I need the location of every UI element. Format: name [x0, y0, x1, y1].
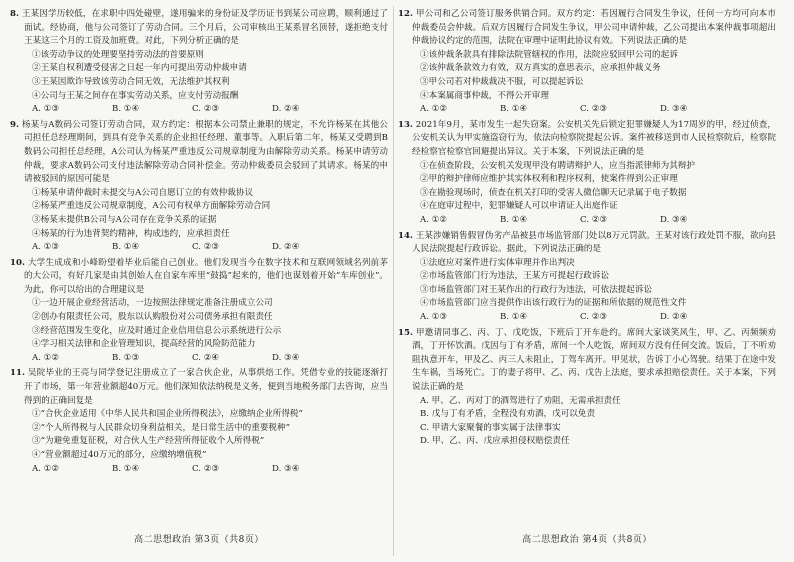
answer-choice: A. ①③ — [32, 104, 60, 115]
statement-item: ②王某自权利遭受侵害之日起一年内可提出劳动仲裁申请 — [32, 63, 247, 74]
answer-choice: C. ②④ — [192, 352, 220, 363]
answer-choice: D. ②④ — [272, 242, 300, 253]
statement-item: ②甲的辩护律师应维护其实体权利和程序权利，使案件得到公正审理 — [420, 174, 678, 185]
answer-choice: D. ②④ — [272, 104, 300, 115]
question-stem — [10, 119, 388, 187]
answer-choice: A. ①③ — [420, 312, 448, 323]
answer-choice: B. ①④ — [500, 312, 528, 323]
question-text: 杨某与A数码公司签订劳动合同，双方约定：根据本公司禁止兼职的规定，不允许杨某在其他公司担任总经理期间，到具有竞争关系的企业担任经理、董事等。入职后第二年，杨某又受聘到B数码公司担任总经理，A公司认为杨某严重违反公司规章制度为由解除劳动关系。杨某申请劳动仲裁，要求A数码公司支付违法解除劳动合同补偿金。劳动仲裁委员会驳回了其请求。杨某的申请被驳回的原因可能是 — [21, 119, 388, 185]
page-divider — [393, 6, 394, 556]
question-stem — [10, 8, 388, 49]
answer-choice: A. ①③ — [32, 242, 60, 253]
question-stem — [398, 230, 776, 257]
statement-item: ②市场监管部门行为违法，王某方可提起行政诉讼 — [420, 271, 610, 282]
answer-choice: C. ②③ — [580, 104, 608, 115]
statement-item: ①该劳动争议的处理要坚持劳动法的首要原则 — [32, 49, 204, 60]
left-question-list — [10, 8, 388, 476]
question-text: 甲公司和乙公司签订服务供销合同。双方约定：若因履行合同发生争议，任何一方均可向本市仲裁委员会仲裁。后双方因履行合同发生争议，甲公司申请仲裁，乙公司提出本案仲裁事项超出仲裁协议约定的范围，法院在审理中证明此协议有效。下列说法正确的是 — [412, 9, 776, 47]
left-page-footer: 高二思想政治 第3页（共8页） — [134, 535, 264, 546]
question-number: 11. — [10, 368, 25, 379]
answer-choice: C. ②③ — [580, 312, 608, 323]
statement-item: ①“合伙企业适用《中华人民共和国企业所得税法》，应缴纳企业所得税” — [32, 409, 303, 420]
statement-item: ③在勘验现场时，侦查在机关打印的受害人微信聊天记录属于电子数据 — [420, 187, 687, 198]
answer-choice: A. ①② — [32, 463, 60, 474]
right-page — [398, 8, 776, 548]
right-question-list — [398, 8, 776, 449]
statement-item: ④本案属商事仲裁，不得公开审理 — [420, 90, 549, 101]
answer-choice: A. ①② — [420, 214, 448, 225]
statement-item: ①该仲裁条款具有排除法院管辖权的作用，法院应驳回甲公司的起诉 — [420, 49, 678, 60]
question-text: 王某涉嫌销售假冒伪劣产品被县市场监管部门处以8万元罚款。王某对该行政处罚不服，欲向县人民法院提起行政诉讼。据此，下列说法正确的是 — [412, 230, 776, 255]
statement-item: ③王某因欺诈导致该劳动合同无效，无法维护其权利 — [32, 76, 230, 87]
statement-item: ③杨某未提供B公司与A公司存在竞争关系的证据 — [32, 214, 217, 225]
right-page-footer: 高二思想政治 第4页（共8页） — [522, 535, 652, 546]
answer-choice: C. ②③ — [580, 214, 608, 225]
question-block — [10, 257, 388, 366]
statement-item: ①一边开展企业经营活动，一边按照法律规定准备注册成立公司 — [32, 298, 273, 309]
answer-choice: C. ②③ — [192, 104, 220, 115]
answer-choice: D. ③④ — [272, 352, 300, 363]
question-number: 10. — [10, 257, 25, 268]
question-text: 2021年9月，某市发生一起失窃案。公安机关先后锁定犯罪嫌疑人为17周岁的甲，经过侦查，公安机关认为甲实施盗窃行为，依法向检察院提起公诉。案件被移送到市人民检察院后，检察院经检察官检察官回避提出异议。关于本案，下列说法正确的是 — [412, 119, 777, 157]
question-text: 大学生成成和小峰盼望着毕业后能自己创业。他们发现当今在数字技术和互联网领域名列前茅的大公司，有好几家是由其创始人在自家车库里“鼓捣”起来的，他们也谋划着开始“车库创业”。为此，你可以给出的合理建议是 — [24, 257, 388, 295]
answer-choices — [398, 103, 776, 117]
statement-item: A. 甲、乙、丙对丁的酒驾进行了劝阻，无需承担责任 — [420, 395, 621, 406]
answer-choices — [10, 463, 388, 477]
answer-choice: D. ②④ — [660, 312, 688, 323]
answer-choice: C. ②③ — [192, 463, 220, 474]
statement-item: ④在庭审过程中，犯罪嫌疑人可以申请证人出庭作证 — [420, 201, 618, 212]
answer-choices — [10, 103, 388, 117]
statement-item: ③甲公司若对仲裁裁决不服，可以提起诉讼 — [420, 76, 584, 87]
answer-choice: C. ②③ — [192, 242, 220, 253]
statement-item: ④杨某的行为违背契约精神，构成违约，应承担责任 — [32, 228, 230, 239]
answer-choice: B. ①④ — [500, 104, 528, 115]
statement-item: ③经营范围发生变化，应及时通过企业信用信息公示系统进行公示 — [32, 325, 282, 336]
statement-item: B. 戊与丁有矛盾，全程没有劝酒，戊可以免责 — [420, 409, 596, 420]
question-number: 12. — [398, 9, 413, 19]
statement-item: ④学习相关法律和企业管理知识，提高经营的风险防范能力 — [32, 339, 256, 350]
statement-item: C. 甲请大家聚餐的事实属于法律事实 — [420, 422, 561, 433]
answer-choice: D. ③④ — [272, 463, 300, 474]
answer-choice: A. ①② — [420, 104, 448, 115]
answer-choice: D. ③④ — [660, 214, 688, 225]
question-text: 吴院毕业的王亮与同学登记注册成立了一家合伙企业，从事烘焙工作。凭借专业的技能逐渐打开了市场，第一年营业额超40万元。他们深知依法纳税是义务，便到当地税务部门去咨询，应当得到的正确回复是 — [24, 368, 388, 406]
statement-item: ①杨某申请仲裁时未提交与A公司自愿订立的有效仲裁协议 — [32, 187, 254, 198]
question-text: 甲邀请同事乙、丙、丁、戊吃饭，下班后丁开车赴约。席间大家谈笑风生，甲、乙、丙频频劝酒，丁开怀饮酒。戊因与丁有矛盾，席间一个人吃饭，席间双方没有任何交流。饭后，丁不听劝阻执意开车，甲及乙、丙三人未阻止，丁驾车离开。甲见状，告诉丁小心驾驶。结果丁在途中发生车祸，当场死亡。丁的妻子将甲、乙、丙、戊告上法庭，要求承担赔偿责任。关于本案，下列说法正确的是 — [412, 327, 776, 393]
statement-item: ②该仲裁条款效力有效，双方真实的意思表示，应承担仲裁义务 — [420, 63, 661, 74]
answer-choices — [398, 214, 776, 228]
question-number: 9. — [10, 119, 19, 130]
question-block — [10, 367, 388, 476]
question-block — [398, 230, 776, 325]
question-block — [398, 119, 776, 228]
question-block — [10, 119, 388, 255]
statement-item: ②“个人所得税与人民群众切身利益相关，是日常生活中的重要税种” — [32, 422, 291, 433]
question-stem — [10, 257, 388, 298]
question-stem — [398, 119, 776, 160]
question-stem — [398, 327, 776, 395]
statement-item: ④市场监管部门应当提供作出该行政行为的证据和所依据的规范性文件 — [420, 298, 687, 309]
statement-item: ④公司与王某之间存在事实劳动关系，应支付劳动报酬 — [32, 90, 239, 101]
answer-choice: B. ①③ — [112, 352, 140, 363]
statement-item: ①在侦查阶段，公安机关发现甲没有聘请辩护人，应当指派律师为其辩护 — [420, 160, 696, 171]
answer-choice: A. ①② — [32, 352, 60, 363]
question-number: 13. — [398, 119, 413, 130]
question-stem — [398, 8, 776, 49]
answer-choice: B. ①④ — [112, 104, 140, 115]
answer-choice: B. ①④ — [500, 214, 528, 225]
statement-item: ②创办有限责任公司，股东以认购股份对公司债务承担有限责任 — [32, 312, 273, 323]
question-block — [398, 8, 776, 117]
answer-choices — [398, 311, 776, 325]
statement-item: ①法庭应对案件进行实体审理并作出判决 — [420, 257, 575, 268]
statement-item: D. 甲、乙、丙、戊应承担侵权赔偿责任 — [420, 436, 570, 447]
question-number: 15. — [398, 327, 413, 338]
answer-choices — [10, 241, 388, 255]
statement-item: ③“为避免重复征税，对合伙人生产经营所得征收个人所得税” — [32, 436, 265, 447]
left-page — [10, 8, 388, 548]
answer-choices — [10, 352, 388, 366]
statement-item: ③市场监管部门对王某作出的行政行为违法，可依法提起诉讼 — [420, 284, 653, 295]
statement-item: ②杨某严重违反公司规章制度，A公司有权单方面解除劳动合同 — [32, 201, 271, 212]
answer-choice: B. ①④ — [112, 242, 140, 253]
question-block — [398, 327, 776, 449]
answer-choice: B. ①④ — [112, 463, 140, 474]
statement-item: ④“营业额超过40万元的部分，应缴纳增值税” — [32, 450, 207, 460]
question-number: 8. — [10, 9, 19, 19]
answer-choice: D. ③④ — [660, 104, 688, 115]
question-block — [10, 8, 388, 117]
question-stem — [10, 367, 388, 408]
question-text: 王某因学历较低，在求职中四处碰壁，遂用骗来的身份证及学历证书到某公司应聘，顺利通过了面试。经协商，他与公司签订了劳动合同。三个月后，公司审核出王某系冒名顶替，遂拒绝支付王某这三个月的工资及加班费。对此，下列分析正确的是 — [21, 9, 388, 47]
question-number: 14. — [398, 230, 413, 241]
